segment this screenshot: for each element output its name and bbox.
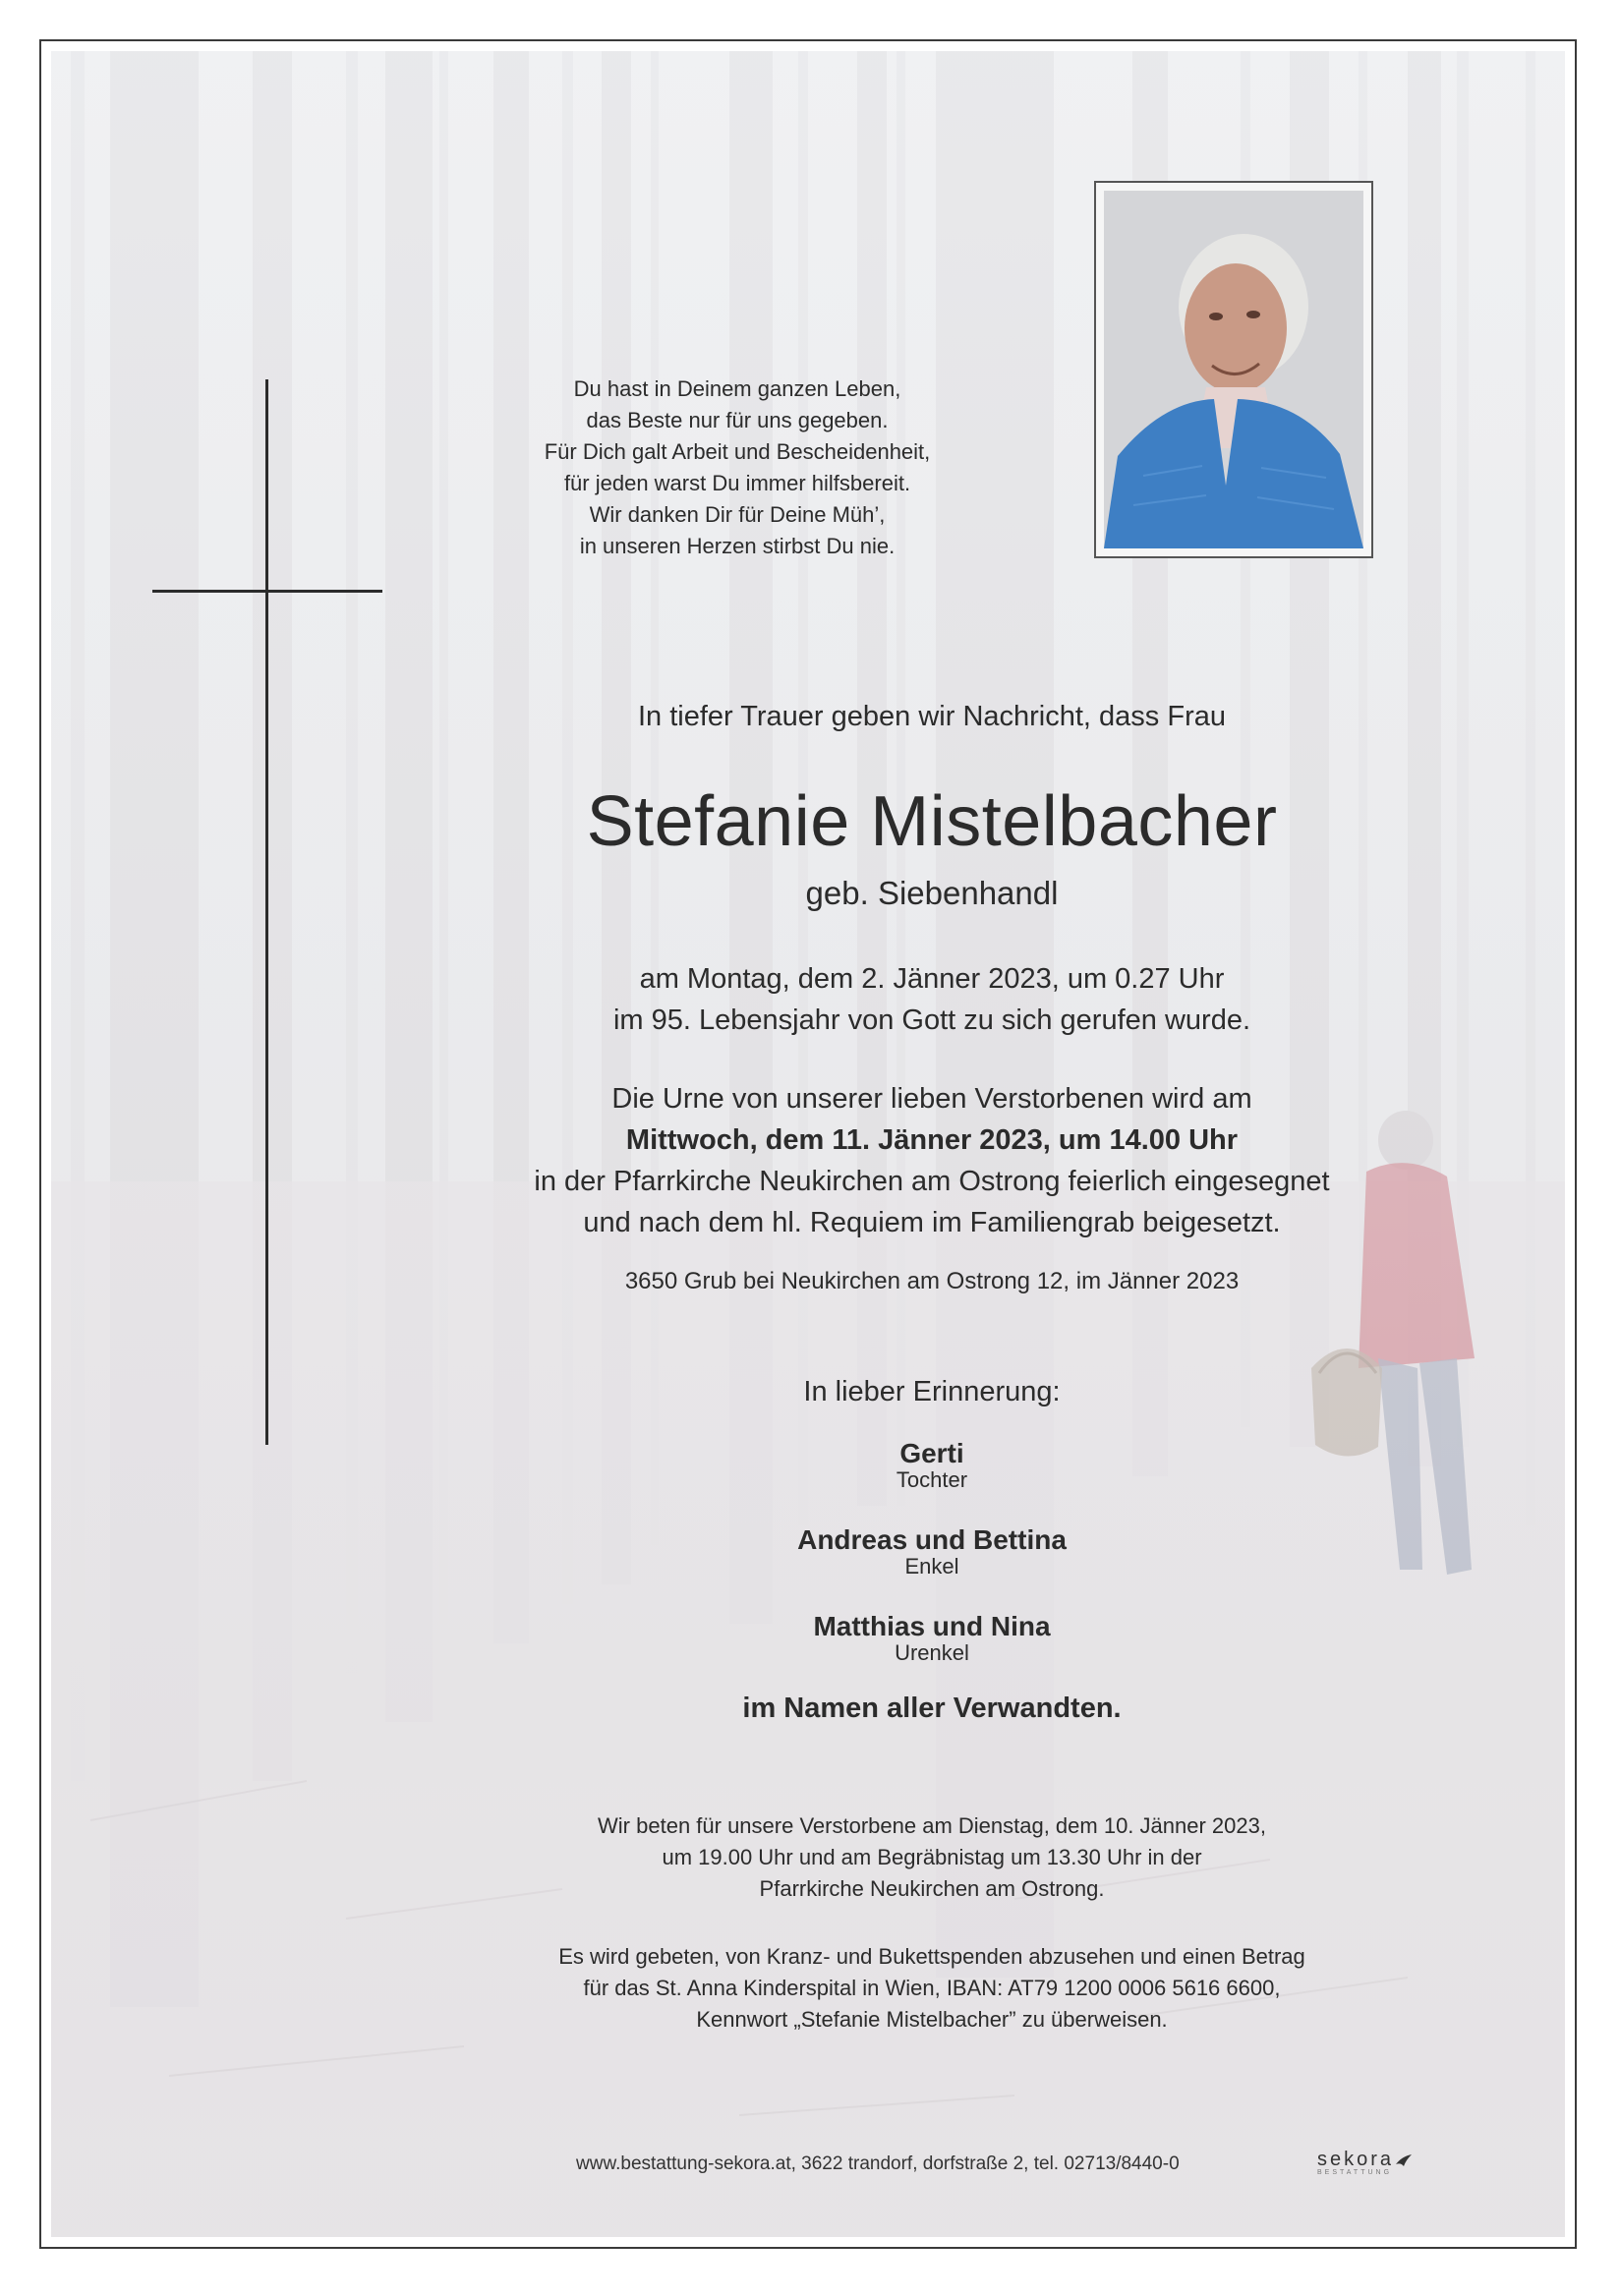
poem-line: Wir danken Dir für Deine Müh’, bbox=[589, 502, 886, 527]
sekora-logo bbox=[1317, 2149, 1425, 2188]
mourner-relation: Enkel bbox=[904, 1554, 959, 1578]
mourner-name: Gerti bbox=[899, 1438, 964, 1468]
poem-line: Für Dich galt Arbeit und Bescheidenheit, bbox=[544, 439, 931, 464]
death-line: im 95. Lebensjahr von Gott zu sich gerufen wurde. bbox=[612, 1004, 1251, 1036]
funeral-intro: Die Urne von unserer lieben Verstorbenen wird am bbox=[611, 1083, 1252, 1115]
logo-text: sekora bbox=[1317, 2149, 1395, 2170]
mourner-relation: Tochter bbox=[896, 1467, 968, 1492]
deceased-name: Stefanie Mistelbacher bbox=[586, 782, 1278, 861]
funeral-date: Mittwoch, dem 11. Jänner 2023, um 14.00 Uhr bbox=[625, 1124, 1239, 1156]
poem-line: für jeden warst Du immer hilfsbereit. bbox=[563, 471, 911, 495]
cross-horizontal-bar bbox=[152, 590, 382, 593]
funeral-line: und nach dem hl. Requiem im Familiengrab beigesetzt. bbox=[583, 1207, 1281, 1238]
mourner-name: Andreas und Bettina bbox=[797, 1524, 1067, 1555]
mourner-entry bbox=[244, 1438, 1620, 1493]
donation-line: Kennwort „Stefanie Mistelbacher” zu überweisen. bbox=[696, 2007, 1168, 2032]
poem-line: Du hast in Deinem ganzen Leben, bbox=[573, 376, 901, 401]
donation-line: Es wird gebeten, von Kranz- und Bukettspenden abzusehen und einen Betrag bbox=[558, 1944, 1305, 1969]
prayer-line: Wir beten für unsere Verstorbene am Dienstag, dem 10. Jänner 2023, bbox=[598, 1813, 1266, 1838]
donation-notice bbox=[244, 1941, 1620, 2036]
death-announcement bbox=[244, 958, 1620, 1041]
intro-text: In tiefer Trauer geben wir Nachricht, dass Frau bbox=[638, 701, 1226, 732]
portrait-photo-frame bbox=[1094, 181, 1373, 558]
place-and-date: 3650 Grub bei Neukirchen am Ostrong 12, im Jänner 2023 bbox=[624, 1268, 1240, 1294]
mourner-name: Matthias und Nina bbox=[813, 1611, 1051, 1641]
funeral-line: in der Pfarrkirche Neukirchen am Ostrong feierlich eingesegnet bbox=[534, 1166, 1330, 1197]
mourner-entry bbox=[244, 1524, 1620, 1579]
closing-line: im Namen aller Verwandten. bbox=[742, 1693, 1122, 1724]
bird-icon bbox=[1394, 2152, 1414, 2168]
mourner-entry bbox=[244, 1611, 1620, 1666]
funeral-details bbox=[244, 1078, 1620, 1243]
donation-line: für das St. Anna Kinderspital in Wien, IBAN: AT79 1200 0006 5616 6600, bbox=[583, 1976, 1281, 2000]
memorial-poem bbox=[462, 373, 1012, 562]
poem-line: das Beste nur für uns gegeben. bbox=[586, 408, 889, 432]
footer-contact: www.bestattung-sekora.at, 3622 trandorf, dorfstraße 2, tel. 02713/8440-0 bbox=[576, 2153, 1180, 2174]
maiden-name: geb. Siebenhandl bbox=[805, 875, 1059, 911]
prayer-line: Pfarrkirche Neukirchen am Ostrong. bbox=[759, 1876, 1105, 1901]
prayer-line: um 19.00 Uhr und am Begräbnistag um 13.30 Uhr in der bbox=[662, 1845, 1202, 1869]
mourner-relation: Urenkel bbox=[895, 1640, 969, 1665]
prayer-notice bbox=[244, 1810, 1620, 1905]
logo-subtitle: BESTATTUNG bbox=[1317, 2169, 1393, 2176]
poem-line: in unseren Herzen stirbst Du nie. bbox=[579, 534, 896, 558]
death-line: am Montag, dem 2. Jänner 2023, um 0.27 Uhr bbox=[639, 963, 1225, 995]
memory-heading: In lieber Erinnerung: bbox=[803, 1376, 1061, 1407]
portrait-photo bbox=[1104, 191, 1363, 548]
